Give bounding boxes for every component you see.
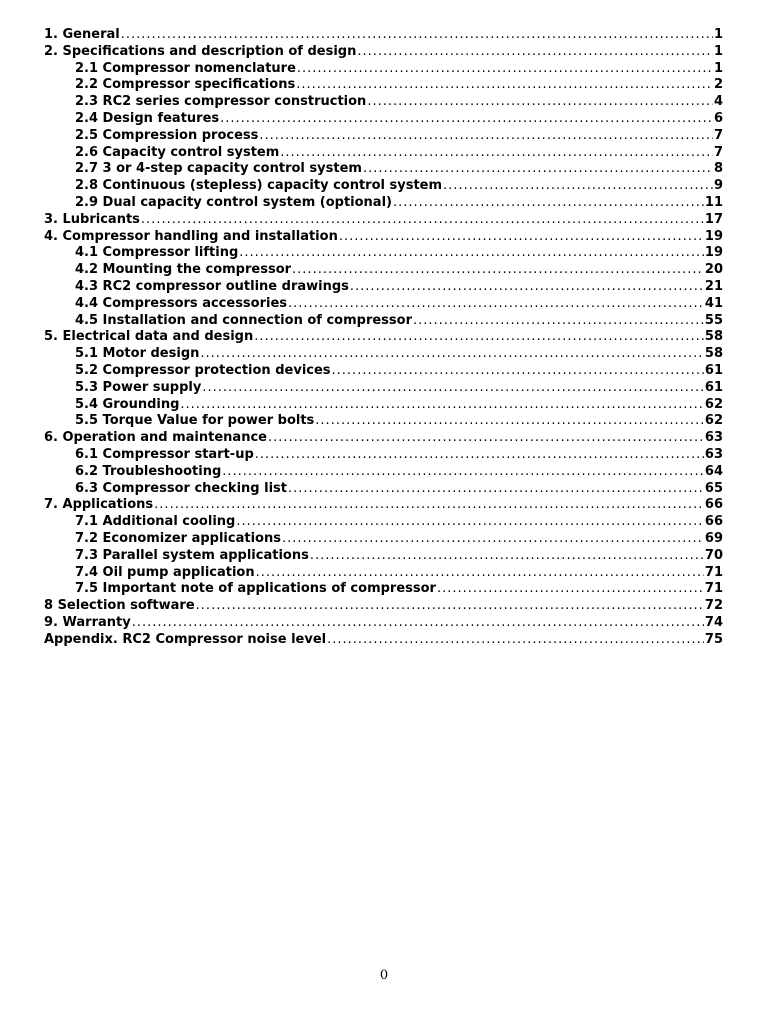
toc-entry[interactable]: [44, 145, 723, 162]
toc-entry-page: 66: [704, 514, 723, 530]
toc-entry-page: 7: [713, 144, 723, 160]
toc-entry-title: 5.4 Grounding: [75, 396, 180, 412]
toc-entry[interactable]: [44, 161, 723, 178]
toc-entry-title: 2.8 Continuous (stepless) capacity control system: [75, 178, 443, 194]
toc-entry-page: 4: [713, 94, 723, 110]
toc-dot-leader: [297, 61, 713, 78]
toc-entry[interactable]: [44, 346, 723, 363]
toc-entry[interactable]: [44, 363, 723, 380]
toc-entry-title: 9. Warranty: [44, 614, 131, 630]
toc-entry[interactable]: [44, 44, 723, 61]
toc-entry-page: 11: [704, 194, 723, 210]
toc-entry[interactable]: [44, 430, 723, 447]
toc-entry[interactable]: [44, 531, 723, 548]
toc-entry-title: 4. Compressor handling and installation: [44, 228, 338, 244]
toc-entry[interactable]: [44, 229, 723, 246]
toc-entry[interactable]: [44, 313, 723, 330]
toc-entry-page: 2: [713, 77, 723, 93]
toc-entry[interactable]: [44, 128, 723, 145]
toc-entry[interactable]: [44, 632, 723, 649]
toc-entry-title: 5. Electrical data and design: [44, 329, 254, 345]
toc-entry-title: 7.1 Additional cooling: [75, 514, 236, 530]
toc-entry-title: 2.4 Design features: [75, 110, 220, 126]
toc-entry-page: 19: [704, 228, 723, 244]
toc-entry-title: 7.3 Parallel system applications: [75, 547, 309, 563]
toc-entry-title: 7.2 Economizer applications: [75, 530, 281, 546]
toc-entry-title: 2.9 Dual capacity control system (optional): [75, 194, 392, 210]
toc-entry[interactable]: [44, 413, 723, 430]
toc-entry-page: 58: [704, 329, 723, 345]
toc-entry-title: 2.5 Compression process: [75, 127, 259, 143]
toc-entry-page: 62: [704, 396, 723, 412]
toc-entry[interactable]: [44, 94, 723, 111]
toc-dot-leader: [339, 229, 704, 246]
toc-entry-page: 61: [704, 379, 723, 395]
toc-entry-page: 66: [704, 497, 723, 513]
toc-dot-leader: [268, 430, 704, 447]
toc-dot-leader: [393, 195, 704, 212]
toc-entry-page: 62: [704, 413, 723, 429]
toc-dot-leader: [350, 279, 704, 296]
toc-dot-leader: [288, 296, 704, 313]
toc-entry-title: 5.1 Motor design: [75, 346, 200, 362]
toc-entry-page: 61: [704, 362, 723, 378]
toc-entry[interactable]: [44, 77, 723, 94]
toc-dot-leader: [443, 178, 713, 195]
toc-entry-page: 71: [704, 564, 723, 580]
toc-entry-page: 6: [713, 110, 723, 126]
toc-dot-leader: [254, 329, 704, 346]
toc-entry-title: 7. Applications: [44, 497, 154, 513]
toc-entry-title: 7.4 Oil pump application: [75, 564, 255, 580]
toc-entry[interactable]: [44, 111, 723, 128]
toc-entry[interactable]: [44, 615, 723, 632]
toc-dot-leader: [202, 380, 704, 397]
toc-entry[interactable]: [44, 279, 723, 296]
toc-entry[interactable]: [44, 245, 723, 262]
toc-entry[interactable]: [44, 380, 723, 397]
toc-dot-leader: [296, 77, 713, 94]
toc-dot-leader: [437, 581, 704, 598]
toc-dot-leader: [367, 94, 713, 111]
toc-entry-title: 1. General: [44, 27, 120, 42]
toc-entry-title: 5.3 Power supply: [75, 379, 202, 395]
toc-entry-title: 5.2 Compressor protection devices: [75, 362, 331, 378]
toc-entry-page: 1: [713, 43, 723, 59]
toc-entry[interactable]: [44, 262, 723, 279]
toc-dot-leader: [180, 397, 704, 414]
toc-dot-leader: [280, 145, 713, 162]
toc-entry-page: 19: [704, 245, 723, 261]
toc-entry-page: 7: [713, 127, 723, 143]
toc-entry-page: 69: [704, 530, 723, 546]
toc-entry[interactable]: [44, 447, 723, 464]
toc-entry-title: 2.6 Capacity control system: [75, 144, 280, 160]
toc-entry-page: 70: [704, 547, 723, 563]
table-of-contents: [44, 27, 723, 648]
toc-dot-leader: [222, 464, 704, 481]
toc-entry[interactable]: [44, 565, 723, 582]
toc-entry-page: 63: [704, 446, 723, 462]
toc-dot-leader: [413, 313, 704, 330]
toc-entry-title: 4.3 RC2 compressor outline drawings: [75, 278, 349, 294]
toc-dot-leader: [200, 346, 704, 363]
toc-entry-page: 71: [704, 581, 723, 597]
toc-entry[interactable]: [44, 296, 723, 313]
toc-dot-leader: [255, 447, 704, 464]
toc-entry-title: 4.5 Installation and connection of compressor: [75, 312, 412, 328]
toc-entry[interactable]: [44, 195, 723, 212]
toc-dot-leader: [121, 27, 713, 44]
toc-entry-page: 55: [704, 312, 723, 328]
toc-entry-page: 72: [704, 598, 723, 614]
toc-entry[interactable]: [44, 581, 723, 598]
toc-entry-title: 2.3 RC2 series compressor construction: [75, 94, 367, 110]
toc-entry-title: 8 Selection software: [44, 598, 195, 614]
toc-entry[interactable]: [44, 514, 723, 531]
toc-dot-leader: [259, 128, 713, 145]
toc-entry-title: 2.7 3 or 4-step capacity control system: [75, 161, 362, 177]
toc-dot-leader: [236, 514, 704, 531]
toc-entry-page: 58: [704, 346, 723, 362]
toc-dot-leader: [310, 548, 704, 565]
toc-entry-title: 4.2 Mounting the compressor: [75, 262, 292, 278]
toc-entry-page: 65: [704, 480, 723, 496]
toc-dot-leader: [327, 632, 704, 649]
toc-entry-page: 9: [713, 178, 723, 194]
toc-entry-title: 6.2 Troubleshooting: [75, 463, 222, 479]
toc-dot-leader: [196, 598, 704, 615]
toc-entry[interactable]: [44, 329, 723, 346]
toc-entry-title: 4.1 Compressor lifting: [75, 245, 239, 261]
toc-entry-page: 1: [713, 27, 723, 42]
toc-dot-leader: [239, 245, 704, 262]
toc-dot-leader: [357, 44, 713, 61]
toc-entry[interactable]: [44, 61, 723, 78]
toc-dot-leader: [282, 531, 704, 548]
toc-entry-title: 6. Operation and maintenance: [44, 430, 267, 446]
toc-entry-page: 1: [713, 60, 723, 76]
toc-entry-page: 20: [704, 262, 723, 278]
toc-dot-leader: [220, 111, 713, 128]
toc-entry[interactable]: [44, 497, 723, 514]
toc-dot-leader: [256, 565, 704, 582]
toc-entry[interactable]: [44, 548, 723, 565]
toc-entry-title: Appendix. RC2 Compressor noise level: [44, 631, 327, 647]
toc-entry-page: 74: [704, 614, 723, 630]
toc-entry-title: 3. Lubricants: [44, 211, 140, 227]
toc-entry-title: 6.1 Compressor start-up: [75, 446, 254, 462]
toc-entry-page: 75: [704, 631, 723, 647]
toc-entry-title: 6.3 Compressor checking list: [75, 480, 287, 496]
toc-entry-page: 41: [704, 295, 723, 311]
toc-entry-page: 63: [704, 430, 723, 446]
toc-dot-leader: [141, 212, 704, 229]
toc-dot-leader: [154, 497, 704, 514]
toc-entry-title: 7.5 Important note of applications of compressor: [75, 581, 436, 597]
toc-entry-title: 2.1 Compressor nomenclature: [75, 60, 296, 76]
toc-dot-leader: [363, 161, 713, 178]
toc-dot-leader: [292, 262, 704, 279]
toc-entry-title: 2. Specifications and description of design: [44, 43, 357, 59]
toc-entry[interactable]: [44, 464, 723, 481]
toc-dot-leader: [132, 615, 704, 632]
toc-entry-page: 21: [704, 278, 723, 294]
toc-dot-leader: [315, 413, 704, 430]
toc-entry-page: 17: [704, 211, 723, 227]
toc-entry-title: 4.4 Compressors accessories: [75, 295, 288, 311]
toc-entry[interactable]: [44, 397, 723, 414]
toc-entry[interactable]: [44, 178, 723, 195]
toc-entry[interactable]: [44, 212, 723, 229]
toc-entry[interactable]: [44, 598, 723, 615]
toc-dot-leader: [332, 363, 704, 380]
toc-entry-title: 5.5 Torque Value for power bolts: [75, 413, 315, 429]
toc-entry[interactable]: [44, 481, 723, 498]
toc-dot-leader: [288, 481, 704, 498]
page-number: 0: [379, 968, 389, 983]
toc-entry-title: 2.2 Compressor specifications: [75, 77, 296, 93]
toc-entry-page: 64: [704, 463, 723, 479]
toc-entry[interactable]: [44, 27, 723, 44]
toc-entry-page: 8: [713, 161, 723, 177]
